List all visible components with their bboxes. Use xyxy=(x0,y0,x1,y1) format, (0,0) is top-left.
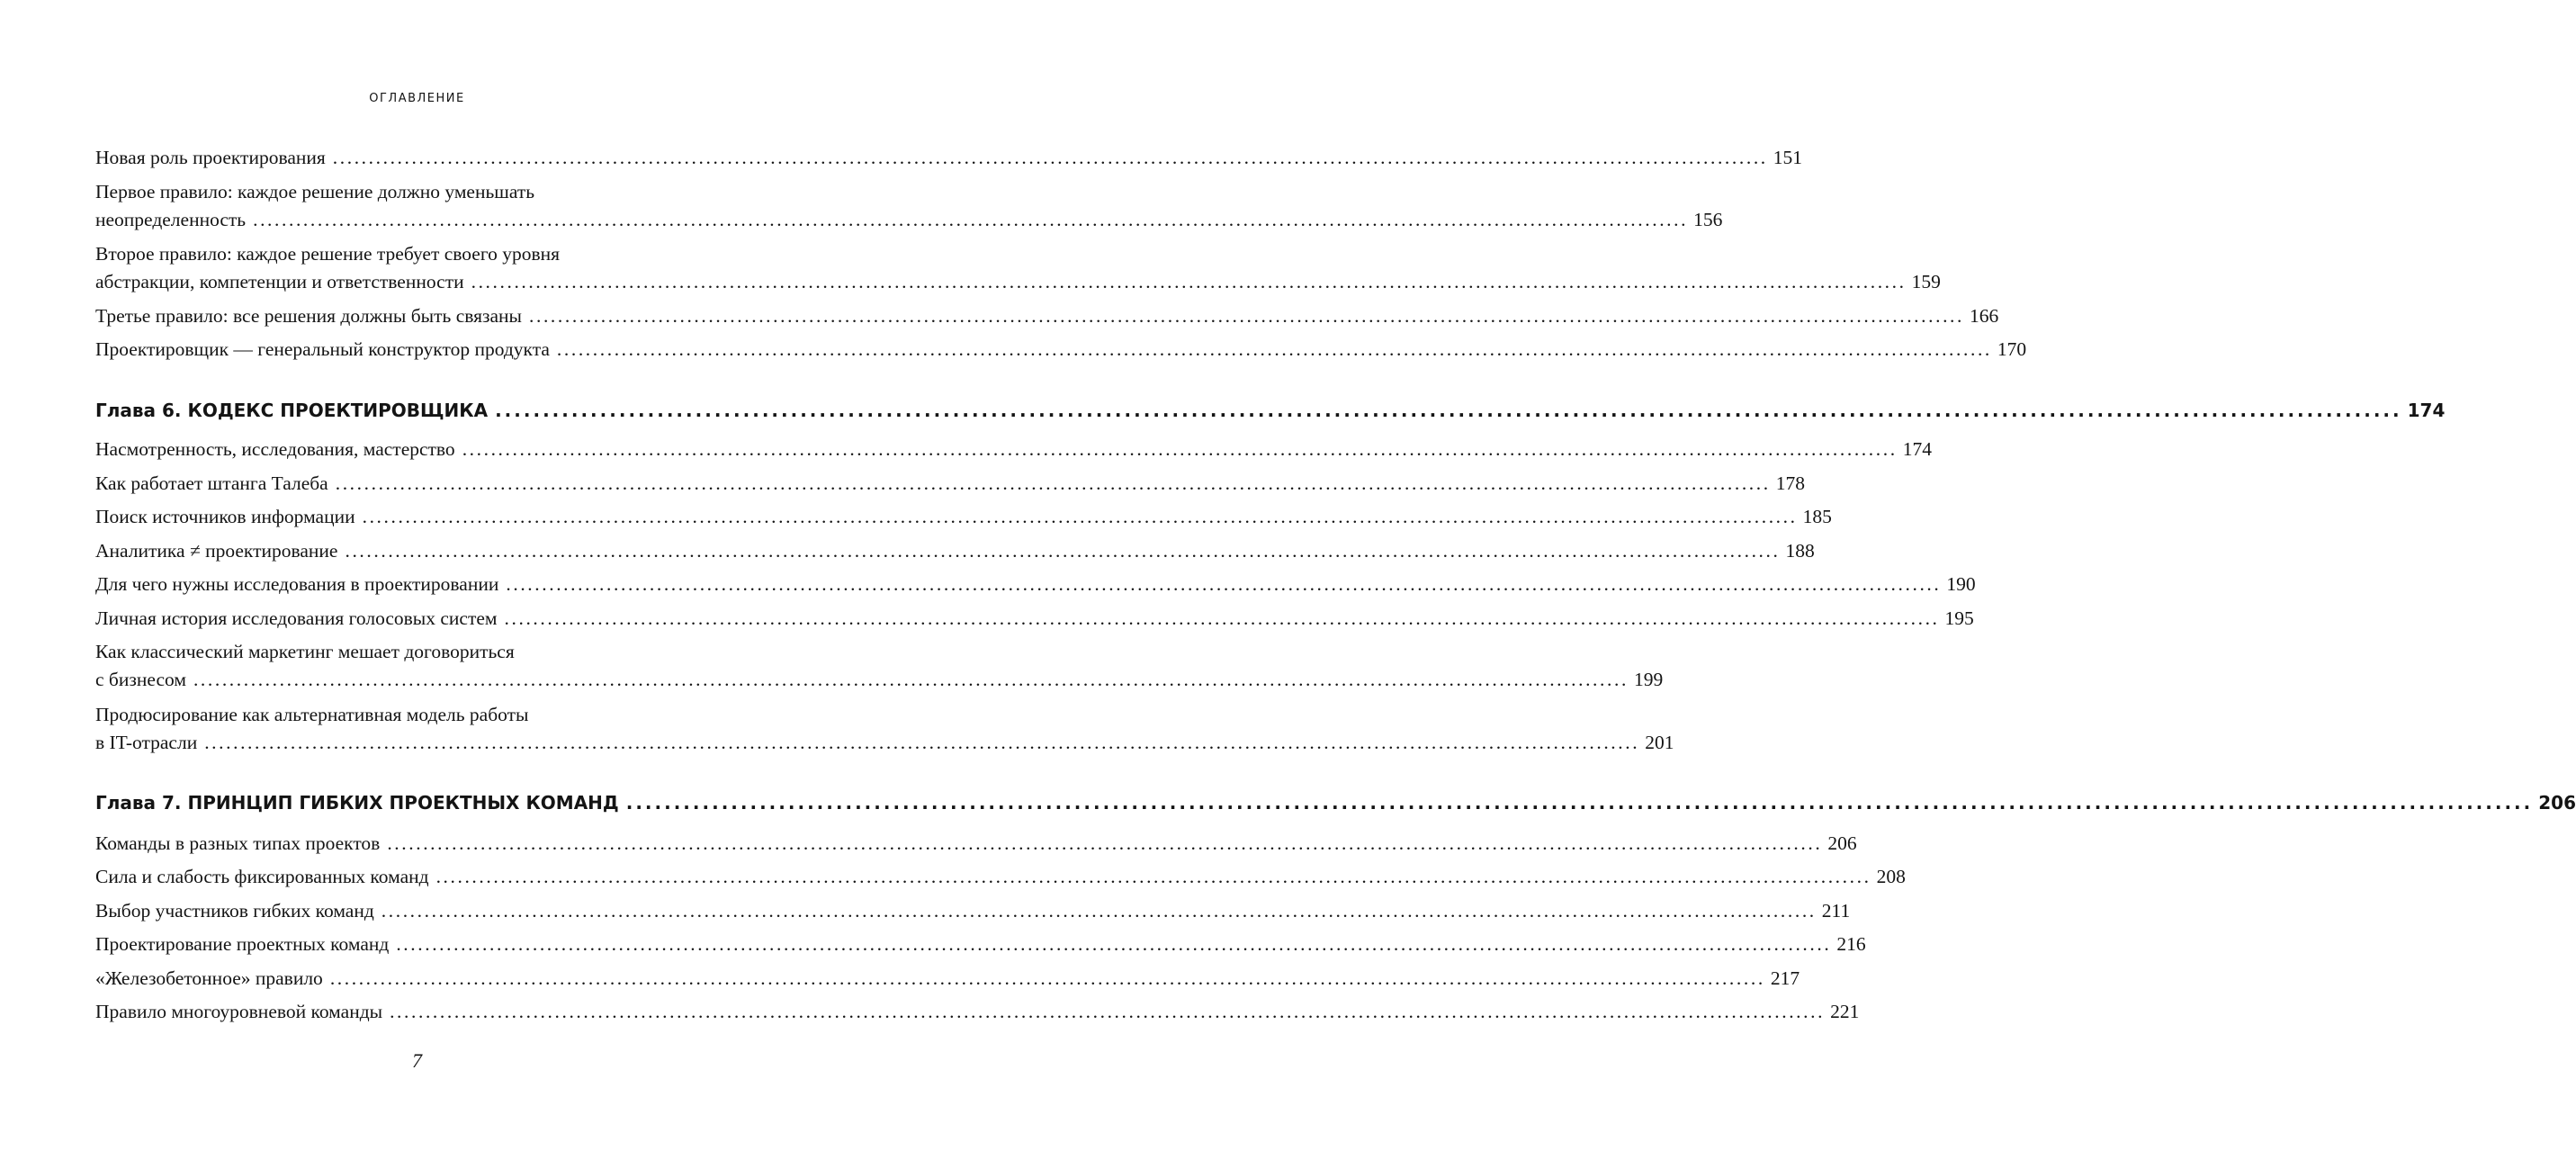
leader-dots: ........................................................................................................................................................................................................ xyxy=(471,271,1907,292)
entry-title-line1: Продюсирование как альтернативная модель работы xyxy=(95,704,529,725)
page-number: 201 xyxy=(1645,732,1674,753)
page-number: 195 xyxy=(1944,607,1974,629)
toc-entry xyxy=(95,965,1800,993)
page-number: 159 xyxy=(1911,271,1941,292)
entry-title-line1: Как классический маркетинг мешает договориться xyxy=(95,641,515,662)
toc-entry xyxy=(95,830,1857,858)
page-number: 216 xyxy=(1836,933,1866,955)
toc-entry xyxy=(95,931,1866,958)
running-head: ОГЛАВЛЕНИЕ xyxy=(369,92,465,105)
leader-dots: ........................................................................................................................................................................................................ xyxy=(381,900,1817,922)
toc-entry xyxy=(95,240,1941,296)
toc-entry xyxy=(95,302,1999,330)
leader-dots: ........................................................................................................................................................................................................ xyxy=(504,607,1940,629)
entry-title: Личная история исследования голосовых систем xyxy=(95,607,498,629)
toc-entry xyxy=(95,470,1805,498)
leader-dots: ........................................................................................................................................................................................................ xyxy=(387,832,1823,854)
entry-title: «Железобетонное» правило xyxy=(95,967,323,989)
toc-entry xyxy=(95,436,1932,463)
entry-title: Проектировщик — генеральный конструктор продукта xyxy=(95,338,550,360)
entry-title: Новая роль проектирования xyxy=(95,147,326,168)
entry-title: Команды в разных типах проектов xyxy=(95,832,381,854)
page-number: 208 xyxy=(1876,866,1906,887)
entry-title: Насмотренность, исследования, мастерство xyxy=(95,438,455,460)
leader-dots: ........................................................................................................................................................................................................ xyxy=(390,1001,1826,1022)
page-number: 188 xyxy=(1785,540,1815,562)
entry-title: Аналитика ≠ проектирование xyxy=(95,540,338,562)
entry-title: Проектирование проектных команд xyxy=(95,933,390,955)
leader-dots: ........................................................................................................................................................................................................ xyxy=(335,472,1771,494)
folio-page-number: 7 xyxy=(412,1049,422,1072)
toc-entry xyxy=(95,897,1851,925)
page-number: 221 xyxy=(1830,1001,1860,1022)
entry-title: Третье правило: все решения должны быть связаны xyxy=(95,305,522,327)
toc-entry xyxy=(95,178,1723,234)
leader-dots: ........................................................................................................................................................................................................ xyxy=(556,338,1992,360)
entry-title: неопределенность xyxy=(95,209,247,230)
chapter-page-number: 206 xyxy=(2538,792,2576,814)
leader-dots: ........................................................................................................................................................................................................ xyxy=(193,669,1629,690)
entry-title: Сила и слабость фиксированных команд xyxy=(95,866,429,887)
leader-dots: ........................................................................................................................................................................................................ xyxy=(396,933,1832,955)
chapter-page-number: 174 xyxy=(2407,400,2446,421)
leader-dots: ........................................................................................................................................................................................................ xyxy=(329,967,1765,989)
leader-dots: ........................................................................................................................................................................................................ xyxy=(529,305,1964,327)
entry-title: Для чего нужны исследования в проектировании xyxy=(95,573,499,595)
entry-title: Как работает штанга Талеба xyxy=(95,472,328,494)
page-number: 151 xyxy=(1773,147,1803,168)
toc-entry xyxy=(95,998,1860,1026)
leader-dots: ........................................................................................................................................................................................................ xyxy=(345,540,1781,562)
page-number: 206 xyxy=(1827,832,1857,854)
leader-dots: ........................................................................................................................................................................................................ xyxy=(506,573,1942,595)
leader-dots: ........................................................................................................................................................................................................ xyxy=(435,866,1871,887)
toc-entry xyxy=(95,571,1976,598)
page-number: 170 xyxy=(1997,338,2027,360)
leader-dots: ........................................................................................................................................................................................................ xyxy=(362,506,1798,527)
entry-title: Правило многоуровневой команды xyxy=(95,1001,383,1022)
entry-title: абстракции, компетенции и ответственности xyxy=(95,271,464,292)
toc-entry xyxy=(95,537,1815,565)
page-number: 190 xyxy=(1946,573,1976,595)
toc-entry xyxy=(95,863,1906,891)
entry-title-line1: Второе правило: каждое решение требует своего уровня xyxy=(95,243,561,265)
entry-title: Поиск источников информации xyxy=(95,506,355,527)
toc-entry xyxy=(95,336,2027,364)
page-number: 199 xyxy=(1633,669,1664,690)
toc-entry xyxy=(95,605,1974,633)
leader-dots: ........................................................................................................................................................................................................ xyxy=(332,147,1768,168)
page-number: 166 xyxy=(1970,305,1999,327)
chapter-title: Глава 6. КОДЕКС ПРОЕКТИРОВЩИКА xyxy=(95,400,489,421)
page-number: 174 xyxy=(1902,438,1932,460)
page-number: 185 xyxy=(1802,506,1832,527)
toc-entry xyxy=(95,503,1832,531)
leader-dots: ........................................................................................................................................................................................................ xyxy=(462,438,1898,460)
chapter-heading xyxy=(95,789,2576,816)
page-number: 178 xyxy=(1775,472,1805,494)
entry-title: с бизнесом xyxy=(95,669,186,690)
leader-dots: ........................................................................................................................................................................................................ xyxy=(495,400,2402,421)
page-number: 211 xyxy=(1821,900,1851,922)
leader-dots: ........................................................................................................................................................................................................ xyxy=(253,209,1689,230)
entry-title-line1: Первое правило: каждое решение должно уменьшать xyxy=(95,181,535,202)
toc-entry xyxy=(95,144,1803,172)
entry-title: Выбор участников гибких команд xyxy=(95,900,374,922)
toc-entry xyxy=(95,638,1664,694)
toc-entry xyxy=(95,701,1674,757)
entry-title: в IT-отрасли xyxy=(95,732,198,753)
chapter-title: Глава 7. ПРИНЦИП ГИБКИХ ПРОЕКТНЫХ КОМАНД xyxy=(95,792,619,814)
page-number: 217 xyxy=(1770,967,1800,989)
leader-dots: ........................................................................................................................................................................................................ xyxy=(625,792,2534,814)
leader-dots: ........................................................................................................................................................................................................ xyxy=(204,732,1640,753)
page-number: 156 xyxy=(1693,209,1723,230)
chapter-heading xyxy=(95,397,2446,424)
